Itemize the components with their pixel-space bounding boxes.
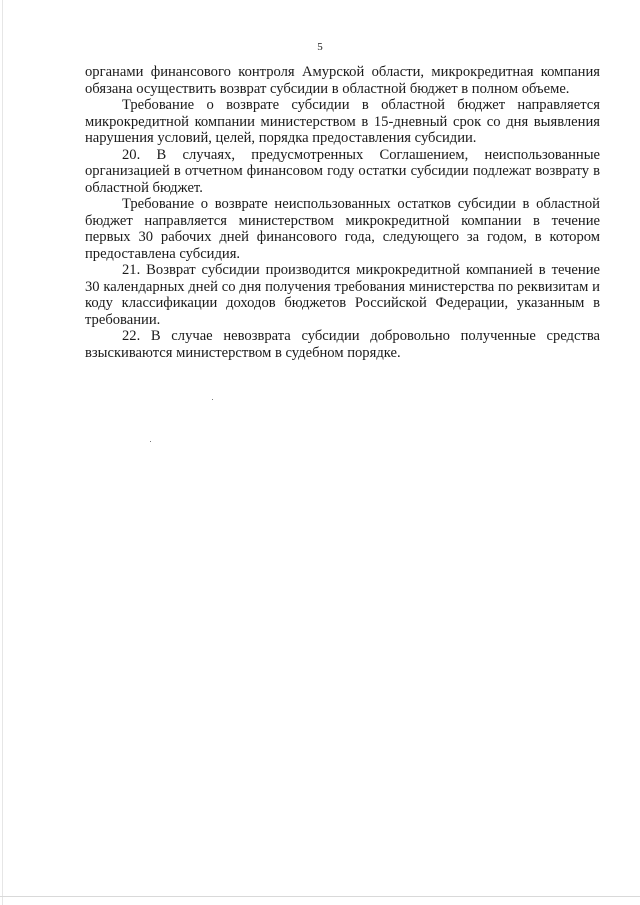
scan-left-edge: [2, 0, 3, 905]
paragraph-clause-20: 20. В случаях, предусмотренных Соглашением, неиспользованные организацией в отчетном финансовом году остатки субсидии подлежат возврату в областной бюджет.: [85, 146, 600, 196]
paragraph-refund-demand: Требование о возврате субсидии в областной бюджет направляется микрокредитной компании министерством в 15-дневный срок со дня выявления нарушения условий, целей, порядка предоставления субсидии.: [85, 97, 600, 146]
paragraph-continuation: органами финансового контроля Амурской области, микрокредитная компания обязана осуществить возврат субсидии в областной бюджет в полном объеме.: [85, 64, 600, 97]
scan-bottom-edge: [0, 896, 640, 897]
paragraph-clause-21: 21. Возврат субсидии производится микрокредитной компанией в течение 30 календарных дней со дня получения требования министерства по реквизитам и коду классификации доходов бюджетов Российской Федерации, указанным в требовании.: [85, 262, 600, 328]
document-body: [85, 64, 600, 361]
paragraph-clause-22: 22. В случае невозврата субсидии добровольно полученные средства взыскиваются министерством в судебном порядке.: [85, 328, 600, 361]
paragraph-unused-remainder-demand: Требование о возврате неиспользованных остатков субсидии в областной бюджет направляется министерством микрокредитной компании в течение первых 30 рабочих дней финансового года, следующего за годом, в котором предоставлена субсидия.: [85, 196, 600, 262]
scan-speck: [150, 441, 151, 442]
scan-speck: [212, 399, 213, 400]
page-number: 5: [317, 41, 323, 53]
